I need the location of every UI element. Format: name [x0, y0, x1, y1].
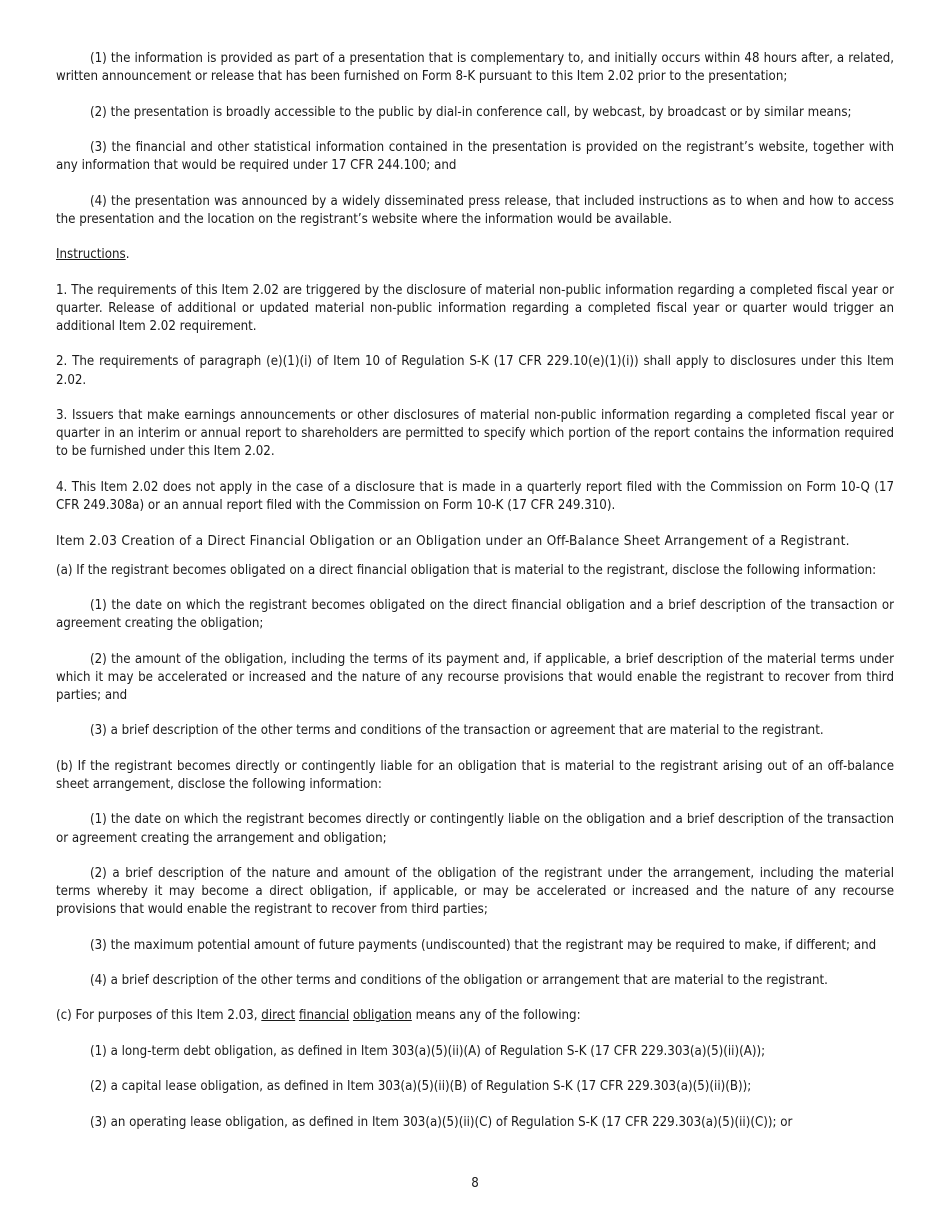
paragraph-a-1: (1) the date on which the registrant becomes obligated on the direct financial obligation and a brief description of the transaction or agreement creating the obligation; [56, 597, 894, 632]
paragraph-a: (a) If the registrant becomes obligated on a direct financial obligation that is material to the registrant, disclose the following information: [56, 562, 877, 578]
paragraph-a-3: (3) a brief description of the other terms and conditions of the transaction or agreement that are material to the registrant. [90, 723, 824, 739]
paragraph-item-2-02-condition-2: (2) the presentation is broadly accessible to the public by dial-in conference call, by webcast, by broadcast or by similar means; [90, 104, 852, 120]
document-body [56, 50, 894, 1149]
instructions-period: . [125, 247, 130, 263]
item-2-03-heading: Item 2.03 Creation of a Direct Financial Obligation or an Obligation under an Off-Balance Sheet Arrangement of a Registrant. [56, 533, 850, 550]
definition-term-direct: direct [261, 1008, 296, 1024]
paragraph-b-3: (3) the maximum potential amount of future payments (undiscounted) that the registrant may be required to make, if different; and [90, 937, 877, 953]
paragraph-c-3: (3) an operating lease obligation, as defined in Item 303(a)(5)(ii)(C) of Regulation S-K (17 CFR 229.303(a)(5)(ii)(C)); or [90, 1114, 793, 1130]
paragraph-a-2: (2) the amount of the obligation, including the terms of its payment and, if applicable, a brief description of the material terms under which it may be accelerated or increased and the nature of any recourse provisions that would enable the registrant to recover from third parties; and [56, 651, 894, 703]
page-number: 8 [471, 1176, 479, 1191]
instruction-3: 3. Issuers that make earnings announcements or other disclosures of material non-public information regarding a completed fiscal year or quarter in an interim or annual report to shareholders are permitted to specify which portion of the report contains the information required to be furnished under this Item 2.02. [56, 407, 894, 460]
paragraph-c-1: (1) a long-term debt obligation, as defined in Item 303(a)(5)(ii)(A) of Regulation S-K (17 CFR 229.303(a)(5)(ii)(A)); [90, 1043, 766, 1059]
paragraph-b-4: (4) a brief description of the other terms and conditions of the obligation or arrangement that are material to the registrant. [90, 973, 828, 989]
instructions-heading [56, 246, 894, 264]
definition-term-financial: financial [298, 1008, 350, 1024]
paragraph-item-2-02-condition-3: (3) the financial and other statistical information contained in the presentation is provided on the registrant’s website, together with any information that would be required under 17 CFR 244.100; and [56, 139, 894, 174]
instruction-4: 4. This Item 2.02 does not apply in the case of a disclosure that is made in a quarterly report filed with the Commission on Form 10-Q (17 CFR 249.308a) or an annual report filed with the Commission on Form 10-K (17 CFR 249.310). [56, 479, 894, 513]
paragraph-item-2-02-condition-1: (1) the information is provided as part of a presentation that is complementary to, and initially occurs within 48 hours after, a related, written announcement or release that has been furnished on Form 8-K pursuant to this Item 2.02 prior to the presentation; [56, 51, 894, 85]
instruction-2: 2. The requirements of paragraph (e)(1)(i) of Item 10 of Regulation S-K (17 CFR 229.10(e)(1)(i)) shall apply to disclosures under this Item 2.02. [56, 354, 894, 388]
paragraph-c-2: (2) a capital lease obligation, as defined in Item 303(a)(5)(ii)(B) of Regulation S-K (17 CFR 229.303(a)(5)(ii)(B)); [90, 1079, 752, 1095]
instructions-label: Instructions [56, 247, 126, 263]
paragraph-b-2: (2) a brief description of the nature and amount of the obligation of the registrant under the arrangement, including the material terms whereby it may become a direct obligation, if applicable, or may be accelerated or increased and the nature of any recourse provisions that would enable the registrant to recover from third parties; [56, 865, 894, 918]
paragraph-item-2-02-condition-4: (4) the presentation was announced by a widely disseminated press release, that included instructions as to when and how to access the presentation and the location on the registrant’s website where the information would be available. [56, 193, 894, 227]
definition-suffix: means any of the following: [411, 1008, 581, 1024]
definition-prefix: (c) For purposes of this Item 2.03, [56, 1008, 262, 1024]
paragraph-c [56, 1007, 894, 1025]
instruction-1: 1. The requirements of this Item 2.02 are triggered by the disclosure of material non-public information regarding a completed fiscal year or quarter. Release of additional or updated material non-public information regarding a completed fiscal year or quarter would trigger an additional Item 2.02 requirement. [56, 282, 894, 334]
paragraph-b-1: (1) the date on which the registrant becomes directly or contingently liable on the obligation and a brief description of the transaction or agreement creating the arrangement and obligation; [56, 812, 894, 846]
definition-term-obligation: obligation [352, 1008, 412, 1024]
paragraph-b: (b) If the registrant becomes directly or contingently liable for an obligation that is material to the registrant arising out of an off-balance sheet arrangement, disclose the following information: [56, 758, 894, 792]
